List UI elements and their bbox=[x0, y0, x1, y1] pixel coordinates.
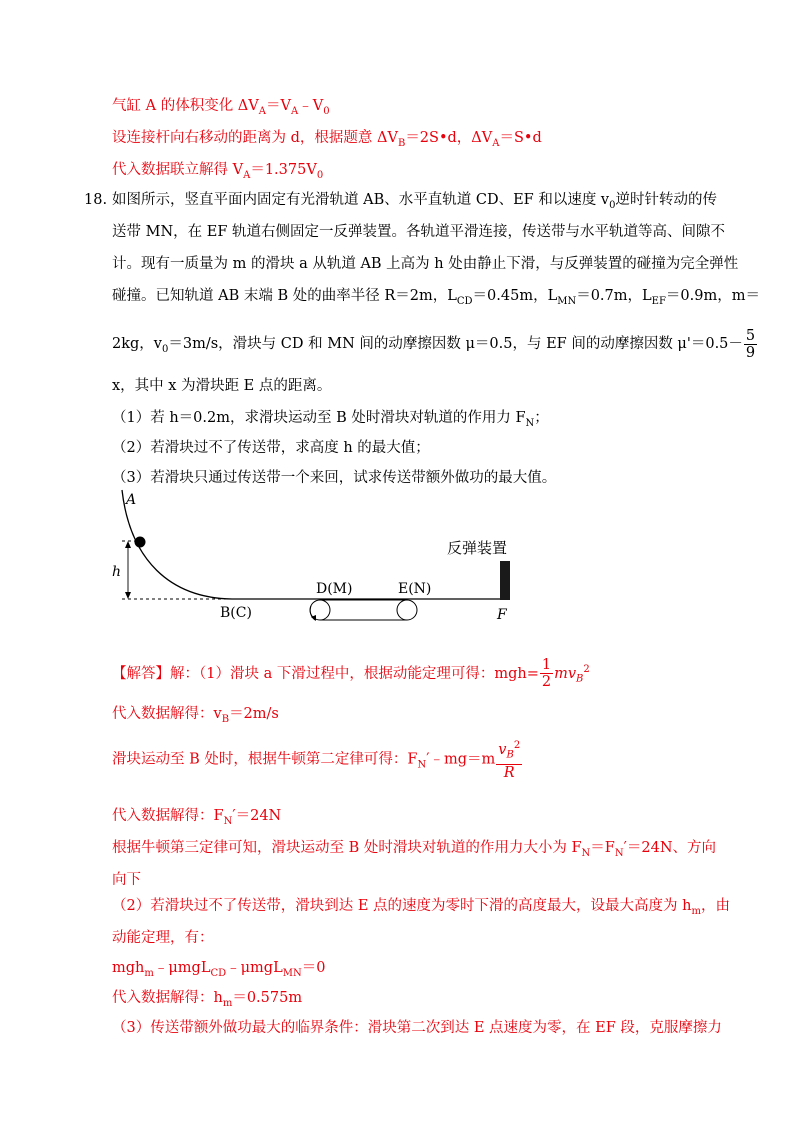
height-arrow-bottom bbox=[125, 592, 131, 599]
problem-line-1: 如图所示，竖直平面内固定有光滑轨道 AB、水平直轨道 CD、EF 和以速度 $v_0$逆时针转动的传 bbox=[112, 192, 717, 211]
fraction-vb2-r: $\frac{v_B^2}{R}$ bbox=[498, 740, 521, 781]
problem-line-4: 碰撞。已知轨道 AB 末端 B 处的曲率半径 R＝2m，$L_{CD}=0.45m$，$L_{MN}=0.7m$，$L_{EF}=0.9m$，m＝ bbox=[112, 288, 760, 307]
belt-pulley-right bbox=[397, 600, 417, 620]
fraction-5-9: $\frac{5}{9}$ bbox=[745, 327, 756, 361]
slider-block bbox=[135, 537, 146, 548]
question-2: （2）若滑块过不了传送带，求高度 h 的最大值； bbox=[112, 440, 430, 456]
fraction-1-2: $\frac{1}{2}$ bbox=[541, 657, 552, 691]
label-en: E(N) bbox=[398, 581, 432, 597]
solution-line-4: 代入数据解得：$F_N'=24N$ bbox=[112, 808, 282, 827]
label-device: 反弹装置 bbox=[447, 539, 508, 557]
rebound-device bbox=[500, 561, 510, 600]
problem-number: 18. bbox=[84, 192, 108, 208]
height-arrow-top bbox=[125, 541, 131, 548]
solution-line-8: 动能定理，有： bbox=[112, 930, 214, 946]
prev-solution-line-2: 设连接杆向右移动的距离为 d，根据题意 $\Delta V_B=2S•d$，$\Delta V_A=S•d$ bbox=[112, 130, 542, 149]
solution-line-11: （3）传送带额外做功最大的临界条件：滑块第二次到达 E 点速度为零，在 EF 段，克服摩擦力 bbox=[112, 1020, 722, 1036]
solution-line-2: 代入数据解得：$v_B=2m/s$ bbox=[112, 706, 279, 725]
solution-line-5: 根据牛顿第三定律可知，滑块运动至 B 处时滑块对轨道的作用力大小为 $F_N=F_N'=24N$、方向 bbox=[112, 840, 717, 859]
problem-line-6: x，其中 x 为滑块距 E 点的距离。 bbox=[112, 378, 332, 394]
solution-line-3: 滑块运动至 B 处时，根据牛顿第二定律可得：$F_N'﹣mg=m$ $\frac{v_B^2}{R}$ bbox=[112, 740, 521, 781]
solution-line-1: 【解答】解：（1）滑块 a 下滑过程中，根据动能定理可得：mgh= $\frac{1}{2}$ $mv_B^2$ bbox=[112, 657, 590, 691]
label-f: F bbox=[497, 607, 507, 623]
question-1: （1）若 h＝0.2m，求滑块运动至 B 处时滑块对轨道的作用力 $F_N$； bbox=[112, 410, 549, 429]
problem-line-3: 计。现有一质量为 m 的滑块 a 从轨道 AB 上高为 h 处由静止下滑，与反弹装置的碰撞为完全弹性 bbox=[112, 256, 739, 272]
solution-line-7: （2）若滑块过不了传送带，滑块到达 E 点的速度为零时下滑的高度最大，设最大高度为 $h_m$，由 bbox=[112, 898, 730, 917]
question-3: （3）若滑块只通过传送带一个来回，试求传送带额外做功的最大值。 bbox=[112, 470, 557, 486]
label-dm: D(M) bbox=[316, 581, 353, 597]
prev-solution-line-3: 代入数据联立解得 $V_A=1.375V_0$ bbox=[112, 162, 324, 181]
label-h: h bbox=[112, 564, 122, 580]
solution-line-9: mgh$_m$﹣μmgL$_{CD}$﹣μmgL$_{MN}$＝0 bbox=[112, 960, 326, 979]
prev-solution-line-1: 气缸 A 的体积变化 $\Delta V_A=V_A﹣V_0$ bbox=[112, 98, 330, 117]
label-bc: B(C) bbox=[220, 605, 252, 621]
problem-line-2: 送带 MN，在 EF 轨道右侧固定一反弹装置。各轨道平滑连接，传送带与水平轨道等高、间隙不 bbox=[112, 224, 726, 240]
label-a: A bbox=[126, 492, 137, 508]
solution-line-6: 向下 bbox=[112, 872, 141, 888]
problem-line-5: 2kg，$v_0=3m/s$，滑块与 CD 和 MN 间的动摩擦因数 μ＝0.5，与 EF 间的动摩擦因数 μ'＝0.5－ $\frac{5}{9}$ bbox=[112, 327, 756, 361]
solution-line-10: 代入数据解得：$h_m=0.575m$ bbox=[112, 990, 303, 1009]
